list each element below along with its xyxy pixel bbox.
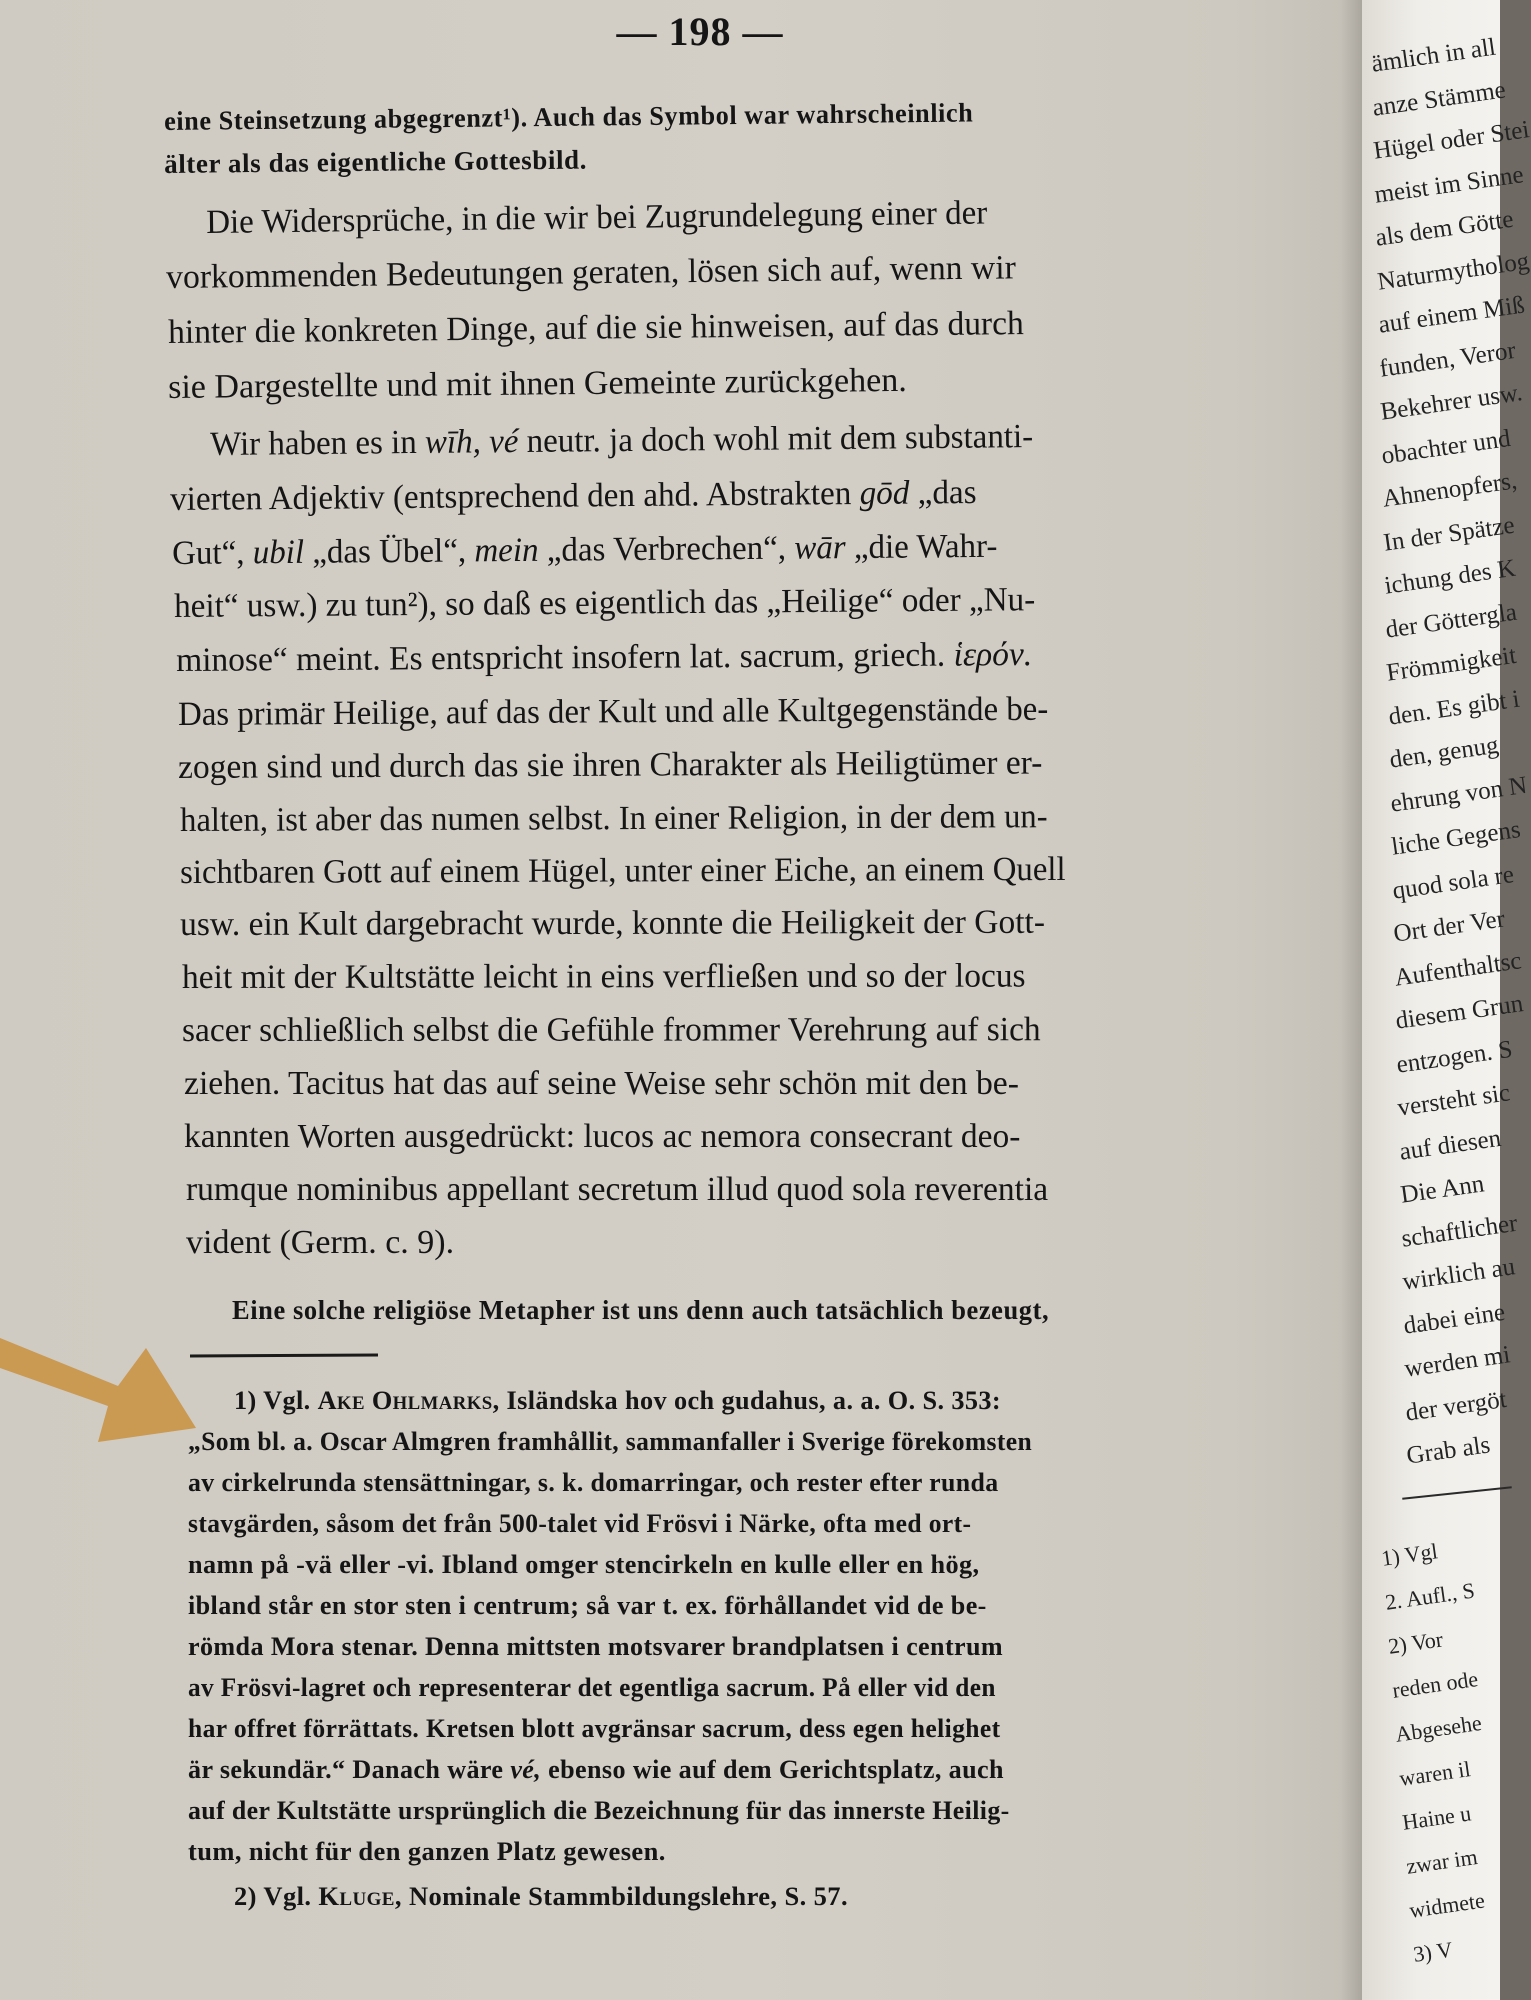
footnote-line: namn på -vä eller -vi. Ibland omger stencirkeln en kulle eller en hög,: [188, 1549, 980, 1579]
paragraph-line: minose“ meint. Es entspricht insofern lat. sacrum, griech. ἱερόν.: [175, 636, 1033, 679]
right-footnote-divider: [1402, 1486, 1512, 1499]
right-page-line: quod sola re: [1390, 860, 1516, 905]
footnote-divider: [190, 1354, 378, 1358]
right-page-line: Grab als: [1405, 1431, 1492, 1470]
paragraph-line: hinter die konkreten Dinge, auf die sie hinweisen, auf das durch: [167, 305, 1024, 351]
right-page-line: obachter und: [1379, 424, 1513, 470]
paragraph-line: Wir haben es in wīh, vé neutr. ja doch wohl mit dem substanti-: [209, 418, 1034, 463]
right-page-footnote-line: reden ode: [1390, 1666, 1479, 1703]
footnote-line: av Frösvi-lagret och representerar det egentliga sacrum. På eller vid den: [188, 1672, 996, 1702]
intro-line: eine Steinsetzung abgegrenzt¹). Auch das Symbol war wahrscheinlich: [163, 97, 974, 136]
paragraph-line: rumque nominibus appellant secretum illud quod sola reverentia: [186, 1171, 1049, 1208]
footnote-line: ibland står en stor sten i centrum; så var t. ex. förhållandet vid de be-: [188, 1590, 987, 1620]
intro-line: älter als das eigentliche Gottesbild.: [163, 144, 588, 179]
right-page-line: entzogen. S: [1395, 1035, 1515, 1079]
right-page-line: Bekehrer usw.: [1378, 379, 1524, 426]
paragraph-line: Gut“, ubil „das Übel“, mein „das Verbrechen“, wār „die Wahr-: [171, 527, 998, 572]
right-page-line: In der Spätze: [1381, 511, 1517, 557]
right-page-line: versteht sic: [1396, 1079, 1513, 1122]
paragraph-line: ziehen. Tacitus hat das auf seine Weise sehr schön mit den be-: [184, 1065, 1019, 1102]
paragraph-line: Das primär Heilige, auf das der Kult und alle Kultgegenstände be-: [177, 690, 1049, 733]
right-page-line: schaftlicher: [1399, 1209, 1519, 1253]
footnote-line: römda Mora stenar. Denna mittsten motsvarer brandplatsen i centrum: [188, 1631, 1004, 1661]
right-page-footnote-line: 3) V: [1411, 1936, 1454, 1967]
paragraph-line: vident (Germ. c. 9).: [186, 1224, 455, 1261]
footnote-line: 1) Vgl. Ake Ohlmarks, Isländska hov och gudahus, a. a. O. S. 353:: [234, 1385, 1002, 1415]
paragraph-line: sichtbaren Gott auf einem Hügel, unter einer Eiche, an einem Quell: [179, 850, 1066, 891]
right-page-line: ehrung von N: [1388, 771, 1529, 818]
footnote-2: 2) Vgl. Kluge, Nominale Stammbildungslehre, S. 57.: [234, 1881, 848, 1911]
right-page-footnote-line: 2. Aufl., S: [1383, 1577, 1476, 1615]
paragraph-line: Eine solche religiöse Metapher ist uns denn auch tatsächlich bezeugt,: [232, 1295, 1050, 1325]
right-page-line: ichung des K: [1383, 554, 1518, 600]
right-page-line: Ahnenopfers,: [1380, 467, 1519, 513]
right-page-footnote-line: Haine u: [1400, 1800, 1473, 1835]
paragraph-line: sie Dargestellte und mit ihnen Gemeinte zurückgehen.: [167, 361, 907, 406]
footnote-line: tum, nicht für den ganzen Platz gewesen.: [188, 1836, 666, 1866]
footnote-line: av cirkelrunda stensättningar, s. k. domarringar, och rester efter runda: [188, 1467, 999, 1497]
paragraph-line: vorkommenden Bedeutungen geraten, lösen sich auf, wenn wir: [165, 249, 1017, 296]
footnote-line: stavgärden, såsom det från 500-talet vid Frösvi i Närke, ofta med ort-: [188, 1508, 972, 1538]
right-book-page: [1362, 0, 1531, 2000]
paragraph-line: heit“ usw.) zu tun²), so daß es eigentlich das „Heilige“ oder „Nu-: [173, 581, 1036, 625]
footnote-line: auf der Kultstätte ursprünglich die Bezeichnung für das innerste Heilig-: [188, 1795, 1010, 1825]
footnote-line: är sekundär.“ Danach wäre vé, ebenso wie auf dem Gerichtsplatz, auch: [188, 1754, 1004, 1784]
paragraph-line: halten, ist aber das numen selbst. In einer Religion, in der dem un-: [179, 798, 1048, 839]
right-page-line: Hügel oder Stei: [1372, 116, 1531, 165]
paragraph-line: kannten Worten ausgedrückt: lucos ac nemora consecrant deo-: [184, 1118, 1021, 1155]
right-page-line: der Göttergla: [1384, 598, 1519, 644]
right-page-line: Aufenthaltsc: [1392, 946, 1524, 992]
right-page-line: Frömmigkeit: [1385, 641, 1519, 687]
right-page-footnote-line: 2) Vor: [1386, 1626, 1445, 1659]
paragraph-line: heit mit der Kultstätte leicht in eins verfließen und so der locus: [181, 957, 1026, 996]
right-page-line: den, genug: [1387, 731, 1500, 774]
right-page-footnote-line: widmete: [1407, 1887, 1487, 1923]
right-page-line: auf diesen: [1397, 1124, 1503, 1166]
right-page-line: meist im Sinne: [1373, 160, 1526, 209]
arrow-icon: [0, 1290, 210, 1460]
right-page-line: wirklich au: [1400, 1253, 1517, 1296]
right-page-footnote-line: waren il: [1397, 1756, 1472, 1791]
right-page-line: als dem Götte: [1374, 205, 1516, 252]
right-page-line: liche Gegens: [1389, 815, 1522, 861]
paragraph-line: zogen sind und durch das sie ihren Charakter als Heiligtümer er-: [177, 744, 1043, 786]
right-page-line: auf einem Miß: [1376, 291, 1526, 339]
right-page-line: Die Ann: [1398, 1170, 1486, 1209]
footnote-line: har offret förrättats. Kretsen blott avgränsar sacrum, dess egen helighet: [188, 1713, 1001, 1743]
paragraph-line: usw. ein Kult dargebracht wurde, konnte die Heiligkeit der Gott-: [179, 903, 1046, 943]
paragraph-line: sacer schließlich selbst die Gefühle frommer Verehrung auf sich: [181, 1011, 1041, 1049]
right-page-footnote-line: Abgesehe: [1393, 1709, 1484, 1747]
right-page-footnote-line: 1) Vgl: [1379, 1538, 1440, 1571]
right-page-line: werden mi: [1402, 1341, 1512, 1383]
right-page-line: der vergöt: [1403, 1385, 1509, 1427]
right-page-footnote-line: zwar im: [1404, 1844, 1479, 1879]
right-page-line: Naturmytholog: [1375, 247, 1531, 296]
right-page-line: ämlich in all: [1369, 33, 1498, 78]
footnote-line: „Som bl. a. Oscar Almgren framhållit, sammanfaller i Sverige förekomsten: [188, 1426, 1033, 1456]
paragraph-line: vierten Adjektiv (entsprechend den ahd. Abstrakten gōd „das: [169, 473, 977, 518]
paragraph-line: Die Widersprüche, in die wir bei Zugrundelegung einer der: [205, 194, 988, 241]
right-page-line: dabei eine: [1401, 1298, 1507, 1340]
right-page-line: den. Es gibt i: [1386, 685, 1521, 731]
page-number: — 198 —: [616, 9, 784, 54]
right-page-line: Ort der Ver: [1391, 905, 1507, 948]
right-page-line: funden, Veror: [1377, 336, 1517, 383]
right-page-line: diesem Grun: [1394, 990, 1526, 1035]
right-page-line: anze Stämme: [1370, 75, 1508, 122]
